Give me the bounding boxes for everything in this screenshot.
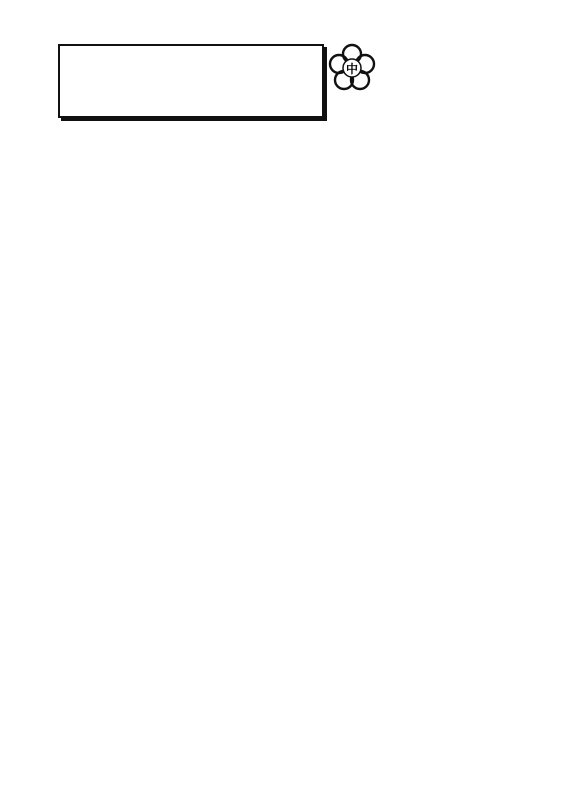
- ranking-row: [246, 412, 282, 427]
- ranking-row: [115, 374, 151, 389]
- ranking-row: [115, 412, 151, 427]
- ranking-row: [246, 393, 282, 408]
- ranking-row: [246, 355, 282, 370]
- ranking-row: [246, 374, 282, 389]
- ranking-row: [115, 336, 151, 351]
- ranking-row: [246, 336, 282, 351]
- ranking-row: [115, 393, 151, 408]
- masthead-logo: [58, 44, 324, 118]
- school-crest-icon: [326, 42, 378, 94]
- ranking-row: [115, 355, 151, 370]
- svg-text:中: 中: [345, 62, 359, 76]
